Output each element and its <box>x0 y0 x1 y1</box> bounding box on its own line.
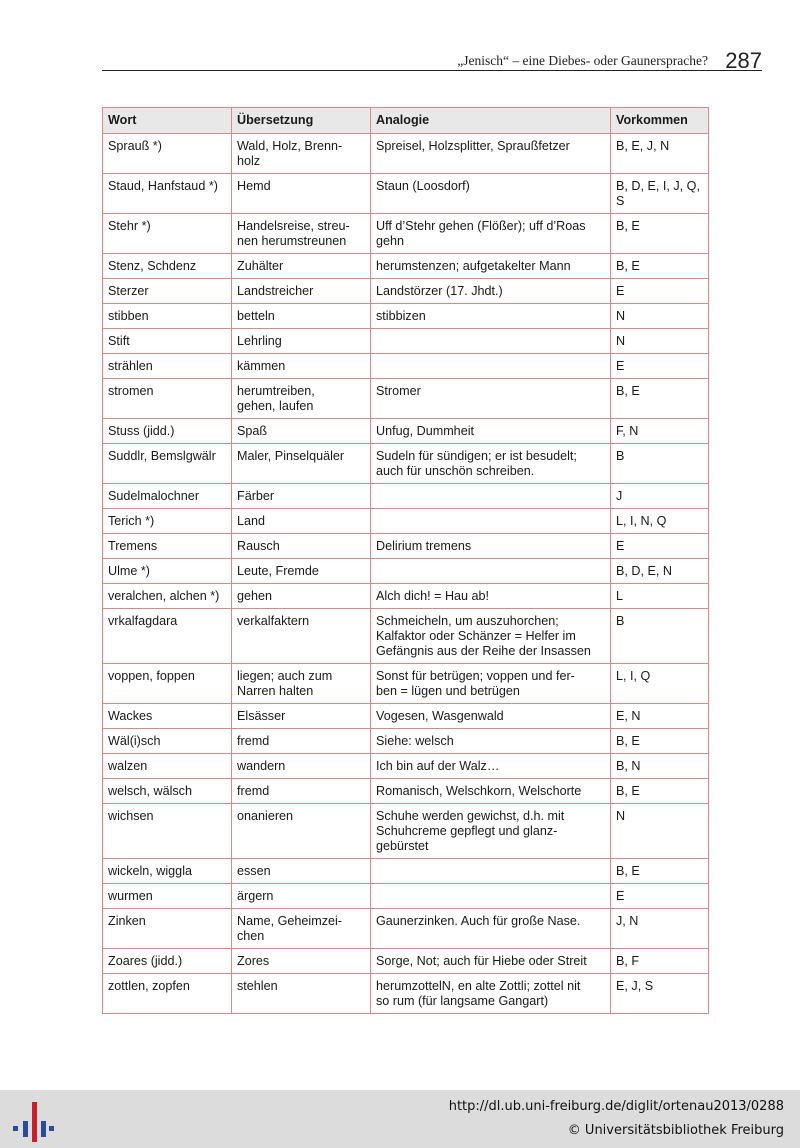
table-header-row <box>103 108 709 134</box>
cell-analogie <box>371 354 611 379</box>
cell-vorkommen: L, I, N, Q <box>611 509 709 534</box>
cell-wort: stromen <box>103 379 232 419</box>
table-row <box>103 254 709 279</box>
cell-wort: wichsen <box>103 804 232 859</box>
cell-analogie: Schmeicheln, um auszuhorchen; Kalfaktor oder Schänzer = Helfer im Gefängnis aus der Reihe der Insassen <box>371 609 611 664</box>
cell-uebersetzung: Spaß <box>232 419 371 444</box>
table-row <box>103 559 709 584</box>
cell-uebersetzung: Maler, Pinselquäler <box>232 444 371 484</box>
cell-analogie: Landstörzer (17. Jhdt.) <box>371 279 611 304</box>
cell-vorkommen: B, E <box>611 214 709 254</box>
cell-analogie: Sonst für betrügen; voppen und fer- ben = lügen und betrügen <box>371 664 611 704</box>
cell-wort: Stenz, Schdenz <box>103 254 232 279</box>
table-row <box>103 279 709 304</box>
table-row <box>103 909 709 949</box>
cell-wort: Sprauß *) <box>103 134 232 174</box>
cell-wort: walzen <box>103 754 232 779</box>
cell-analogie <box>371 884 611 909</box>
table-row <box>103 174 709 214</box>
table-row <box>103 484 709 509</box>
cell-uebersetzung: fremd <box>232 779 371 804</box>
cell-vorkommen: E <box>611 354 709 379</box>
cell-wort: Terich *) <box>103 509 232 534</box>
table-row <box>103 609 709 664</box>
cell-vorkommen: J <box>611 484 709 509</box>
table-row <box>103 949 709 974</box>
ub-freiburg-logo-icon <box>10 1102 54 1142</box>
column-header-wort: Wort <box>103 108 232 134</box>
cell-uebersetzung: liegen; auch zum Narren halten <box>232 664 371 704</box>
cell-wort: stibben <box>103 304 232 329</box>
table-row <box>103 779 709 804</box>
table-row <box>103 379 709 419</box>
cell-uebersetzung: Land <box>232 509 371 534</box>
cell-analogie <box>371 329 611 354</box>
cell-vorkommen: N <box>611 329 709 354</box>
table-row <box>103 704 709 729</box>
cell-uebersetzung: stehlen <box>232 974 371 1014</box>
cell-vorkommen: E, J, S <box>611 974 709 1014</box>
cell-vorkommen: B, N <box>611 754 709 779</box>
cell-wort: Stift <box>103 329 232 354</box>
cell-wort: welsch, wälsch <box>103 779 232 804</box>
cell-uebersetzung: gehen <box>232 584 371 609</box>
cell-wort: Staud, Hanfstaud *) <box>103 174 232 214</box>
cell-analogie: Romanisch, Welschkorn, Welschorte <box>371 779 611 804</box>
cell-wort: Wäl(i)sch <box>103 729 232 754</box>
cell-analogie: Alch dich! = Hau ab! <box>371 584 611 609</box>
cell-vorkommen: B, D, E, I, J, Q, S <box>611 174 709 214</box>
cell-uebersetzung: ärgern <box>232 884 371 909</box>
footer-bar <box>0 1090 800 1148</box>
table-row <box>103 534 709 559</box>
table-row <box>103 304 709 329</box>
table-row <box>103 804 709 859</box>
cell-analogie: herumzottelN, en alte Zottli; zottel nit so rum (für langsame Gangart) <box>371 974 611 1014</box>
cell-analogie: Unfug, Dummheit <box>371 419 611 444</box>
table-body <box>103 134 709 1014</box>
table-row <box>103 974 709 1014</box>
cell-uebersetzung: Leute, Fremde <box>232 559 371 584</box>
cell-wort: Stuss (jidd.) <box>103 419 232 444</box>
table-row <box>103 329 709 354</box>
cell-wort: Zinken <box>103 909 232 949</box>
cell-analogie: Ich bin auf der Walz… <box>371 754 611 779</box>
cell-uebersetzung: wandern <box>232 754 371 779</box>
cell-wort: Stehr *) <box>103 214 232 254</box>
cell-analogie: Spreisel, Holzsplitter, Spraußfetzer <box>371 134 611 174</box>
cell-uebersetzung: kämmen <box>232 354 371 379</box>
table-row <box>103 419 709 444</box>
cell-analogie <box>371 509 611 534</box>
cell-uebersetzung: Lehrling <box>232 329 371 354</box>
cell-vorkommen: E <box>611 884 709 909</box>
cell-wort: Wackes <box>103 704 232 729</box>
cell-vorkommen: B, E <box>611 729 709 754</box>
column-header-analogie: Analogie <box>371 108 611 134</box>
cell-vorkommen: B, E <box>611 254 709 279</box>
cell-wort: wurmen <box>103 884 232 909</box>
cell-uebersetzung: Hemd <box>232 174 371 214</box>
cell-wort: strählen <box>103 354 232 379</box>
table-row <box>103 729 709 754</box>
glossary-table <box>102 107 709 1014</box>
cell-analogie <box>371 559 611 584</box>
cell-wort: vrkalfagdara <box>103 609 232 664</box>
cell-uebersetzung: verkalfaktern <box>232 609 371 664</box>
table-row <box>103 214 709 254</box>
cell-analogie: Delirium tremens <box>371 534 611 559</box>
table-row <box>103 584 709 609</box>
cell-wort: Ulme *) <box>103 559 232 584</box>
cell-vorkommen: B, E <box>611 779 709 804</box>
cell-analogie: Stromer <box>371 379 611 419</box>
cell-analogie: stibbizen <box>371 304 611 329</box>
cell-uebersetzung: Färber <box>232 484 371 509</box>
cell-vorkommen: J, N <box>611 909 709 949</box>
running-head <box>102 44 762 71</box>
footer-copyright: © Universitätsbibliothek Freiburg <box>567 1123 784 1138</box>
cell-vorkommen: B, F <box>611 949 709 974</box>
cell-wort: veralchen, alchen *) <box>103 584 232 609</box>
cell-analogie <box>371 484 611 509</box>
column-header-uebersetzung: Übersetzung <box>232 108 371 134</box>
cell-vorkommen: B <box>611 609 709 664</box>
cell-uebersetzung: betteln <box>232 304 371 329</box>
cell-wort: Zoares (jidd.) <box>103 949 232 974</box>
cell-uebersetzung: essen <box>232 859 371 884</box>
running-title: „Jenisch“ – eine Diebes- oder Gaunersprache? <box>457 53 708 68</box>
footer-url[interactable]: http://dl.ub.uni-freiburg.de/diglit/ortenau2013/0288 <box>448 1099 784 1114</box>
cell-vorkommen: L <box>611 584 709 609</box>
cell-vorkommen: B <box>611 444 709 484</box>
cell-wort: voppen, foppen <box>103 664 232 704</box>
table-row <box>103 664 709 704</box>
cell-wort: Sterzer <box>103 279 232 304</box>
table-row <box>103 859 709 884</box>
cell-vorkommen: N <box>611 304 709 329</box>
table-row <box>103 754 709 779</box>
cell-wort: Sudelmalochner <box>103 484 232 509</box>
cell-vorkommen: E, N <box>611 704 709 729</box>
cell-analogie: Vogesen, Wasgenwald <box>371 704 611 729</box>
cell-wort: wickeln, wiggla <box>103 859 232 884</box>
cell-wort: zottlen, zopfen <box>103 974 232 1014</box>
cell-uebersetzung: Elsässer <box>232 704 371 729</box>
cell-vorkommen: B, E <box>611 859 709 884</box>
cell-analogie: herumstenzen; aufgetakelter Mann <box>371 254 611 279</box>
cell-analogie: Schuhe werden gewichst, d.h. mit Schuhcreme gepflegt und glanz- gebürstet <box>371 804 611 859</box>
cell-uebersetzung: Rausch <box>232 534 371 559</box>
cell-uebersetzung: herumtreiben, gehen, laufen <box>232 379 371 419</box>
cell-wort: Tremens <box>103 534 232 559</box>
cell-analogie: Staun (Loosdorf) <box>371 174 611 214</box>
cell-vorkommen: B, D, E, N <box>611 559 709 584</box>
page-number: 287 <box>725 48 762 73</box>
cell-uebersetzung: onanieren <box>232 804 371 859</box>
cell-analogie <box>371 859 611 884</box>
table-row <box>103 884 709 909</box>
cell-uebersetzung: Zores <box>232 949 371 974</box>
cell-analogie: Siehe: welsch <box>371 729 611 754</box>
cell-uebersetzung: Handelsreise, streu- nen herumstreunen <box>232 214 371 254</box>
cell-vorkommen: F, N <box>611 419 709 444</box>
cell-uebersetzung: Wald, Holz, Brenn- holz <box>232 134 371 174</box>
cell-analogie: Sorge, Not; auch für Hiebe oder Streit <box>371 949 611 974</box>
table-row <box>103 354 709 379</box>
cell-vorkommen: B, E, J, N <box>611 134 709 174</box>
cell-uebersetzung: fremd <box>232 729 371 754</box>
table-row <box>103 444 709 484</box>
column-header-vorkommen: Vorkommen <box>611 108 709 134</box>
cell-vorkommen: E <box>611 279 709 304</box>
cell-uebersetzung: Landstreicher <box>232 279 371 304</box>
cell-wort: Suddlr, Bemslgwälr <box>103 444 232 484</box>
cell-analogie: Sudeln für sündigen; er ist besudelt; auch für unschön schreiben. <box>371 444 611 484</box>
cell-vorkommen: L, I, Q <box>611 664 709 704</box>
cell-uebersetzung: Zuhälter <box>232 254 371 279</box>
table-row <box>103 509 709 534</box>
cell-vorkommen: B, E <box>611 379 709 419</box>
cell-analogie: Gaunerzinken. Auch für große Nase. <box>371 909 611 949</box>
cell-uebersetzung: Name, Geheimzei- chen <box>232 909 371 949</box>
cell-analogie: Uff d’Stehr gehen (Flößer); uff d’Roas gehn <box>371 214 611 254</box>
table-row <box>103 134 709 174</box>
cell-vorkommen: E <box>611 534 709 559</box>
cell-vorkommen: N <box>611 804 709 859</box>
